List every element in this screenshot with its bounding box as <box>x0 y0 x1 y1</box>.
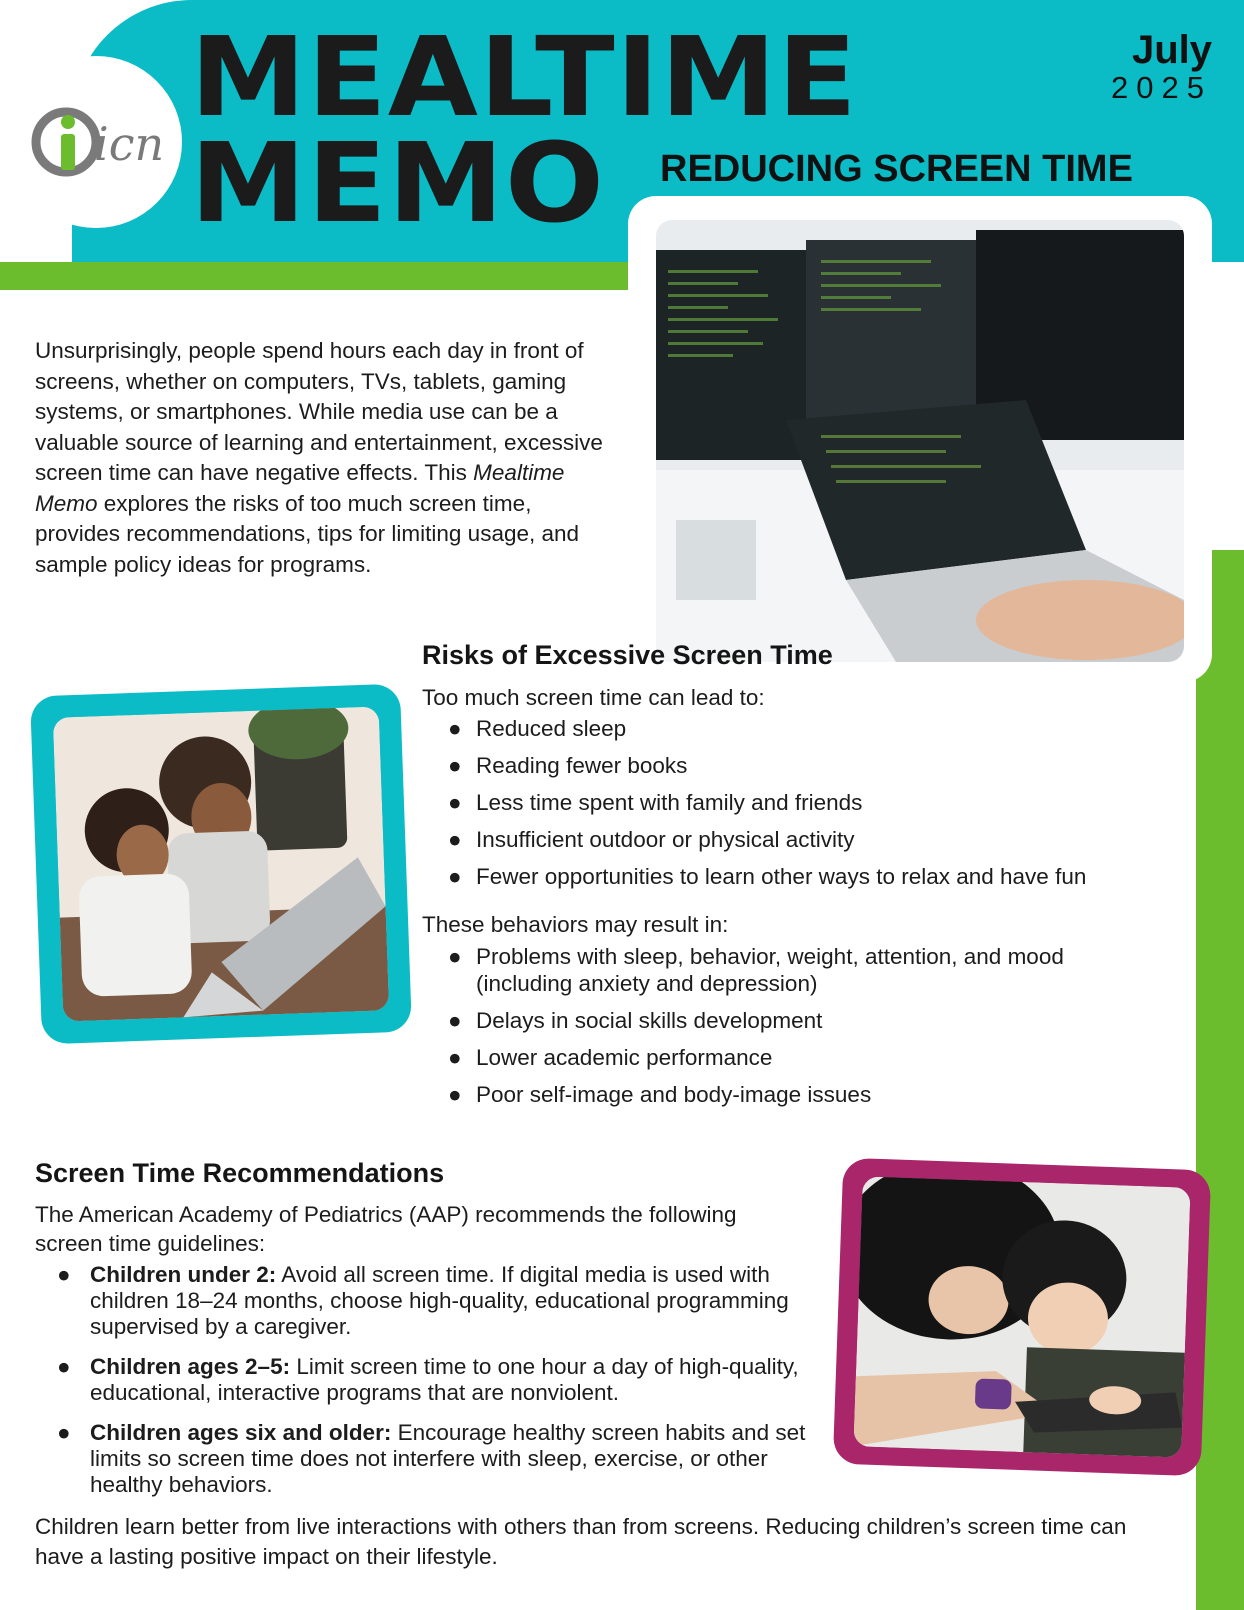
issue-month: July <box>1131 28 1212 72</box>
list-item: ● Reading fewer books <box>448 753 688 778</box>
list-item <box>35 1420 815 1498</box>
list-item <box>35 1354 815 1406</box>
list-item: ● Problems with sleep, behavior, weight, attention, and mood (including anxiety and depression) <box>448 944 1064 996</box>
icn-logo-icon <box>10 56 182 228</box>
bullet-icon: ● <box>448 1008 462 1033</box>
risks-intro: Too much screen time can lead to: <box>422 685 765 710</box>
risk-list <box>422 715 1182 900</box>
icn-logo <box>10 56 182 228</box>
list-item: ● Less time spent with family and friends <box>448 790 863 815</box>
bullet-icon: ● <box>448 1045 462 1070</box>
list-item <box>35 1262 815 1340</box>
bullet-icon: ● <box>448 944 462 969</box>
bullet-icon: ● <box>448 827 462 852</box>
bullet-icon: ● <box>57 1420 71 1445</box>
bullet-icon: ● <box>57 1354 71 1379</box>
list-item: ● Poor self-image and body-image issues <box>448 1082 872 1107</box>
recommendations-list <box>35 1262 815 1512</box>
guideline-label: Children under 2: <box>90 1262 277 1287</box>
title-line-1: MEALTIME <box>190 13 858 141</box>
intro-text-end: explores the risks of too much screen time, provides recommendations, tips for limiting usage, and sample policy ideas for programs. <box>35 490 580 577</box>
recommendations-intro: The American Academy of Pediatrics (AAP) recommends the following screen time guidelines: <box>35 1202 737 1256</box>
subtitle: REDUCING SCREEN TIME <box>660 148 1133 190</box>
result-list <box>422 943 1152 1118</box>
title-line-2: MEMO <box>190 119 606 247</box>
recommendations-heading: Screen Time Recommendations <box>35 1158 445 1188</box>
list-item: ● Reduced sleep <box>448 716 627 741</box>
intro-publication-name: Mealtime Memo <box>35 460 565 516</box>
list-item: ● Lower academic performance <box>448 1045 773 1070</box>
guideline-text: Avoid all screen time. If digital media is used with children 18–24 months, choose high-quality, educational programming supervised by a caregiver. <box>90 1262 789 1339</box>
logo-wordmark: icn <box>94 117 165 171</box>
guideline-label: Children ages 2–5: <box>90 1354 291 1379</box>
guideline-label: Children ages six and older: <box>90 1420 392 1445</box>
intro-paragraph <box>35 336 615 580</box>
list-item: ● Insufficient outdoor or physical activity <box>448 827 855 852</box>
issue-year: 2025 <box>1111 70 1212 105</box>
bullet-icon: ● <box>448 864 462 889</box>
right-green-bar <box>1196 550 1244 1610</box>
list-item: ● Fewer opportunities to learn other ways to relax and have fun <box>448 864 1087 889</box>
bullet-icon: ● <box>57 1262 71 1287</box>
results-intro: These behaviors may result in: <box>422 912 729 937</box>
list-item: ● Delays in social skills development <box>448 1008 823 1033</box>
bullet-icon: ● <box>448 790 462 815</box>
guideline-text: Limit screen time to one hour a day of high-quality, educational, interactive programs that are nonviolent. <box>90 1354 799 1405</box>
bullet-icon: ● <box>448 716 462 741</box>
intro-text-start: Unsurprisingly, people spend hours each day in front of screens, whether on computers, TVs, tablets, gaming systems, or smartphones. While media use can be a valuable source of learning and entertainment, excessive screen time can have negative effects. This <box>35 338 603 485</box>
computer-photo <box>656 220 1184 662</box>
bullet-icon: ● <box>448 753 462 778</box>
tablet-kids-photo <box>853 1176 1190 1457</box>
kids-laptop-photo <box>53 706 389 1021</box>
guideline-text: Encourage healthy screen habits and set limits so screen time does not interfere with sleep, exercise, or other healthy behaviors. <box>90 1420 806 1497</box>
closing-paragraph: Children learn better from live interactions with others than from screens. Reducing children’s screen time can have a lasting positive impact on their lifestyle. <box>35 1514 1127 1569</box>
risks-heading: Risks of Excessive Screen Time <box>422 640 833 670</box>
bullet-icon: ● <box>448 1082 462 1107</box>
green-accent-stripe <box>0 262 630 290</box>
